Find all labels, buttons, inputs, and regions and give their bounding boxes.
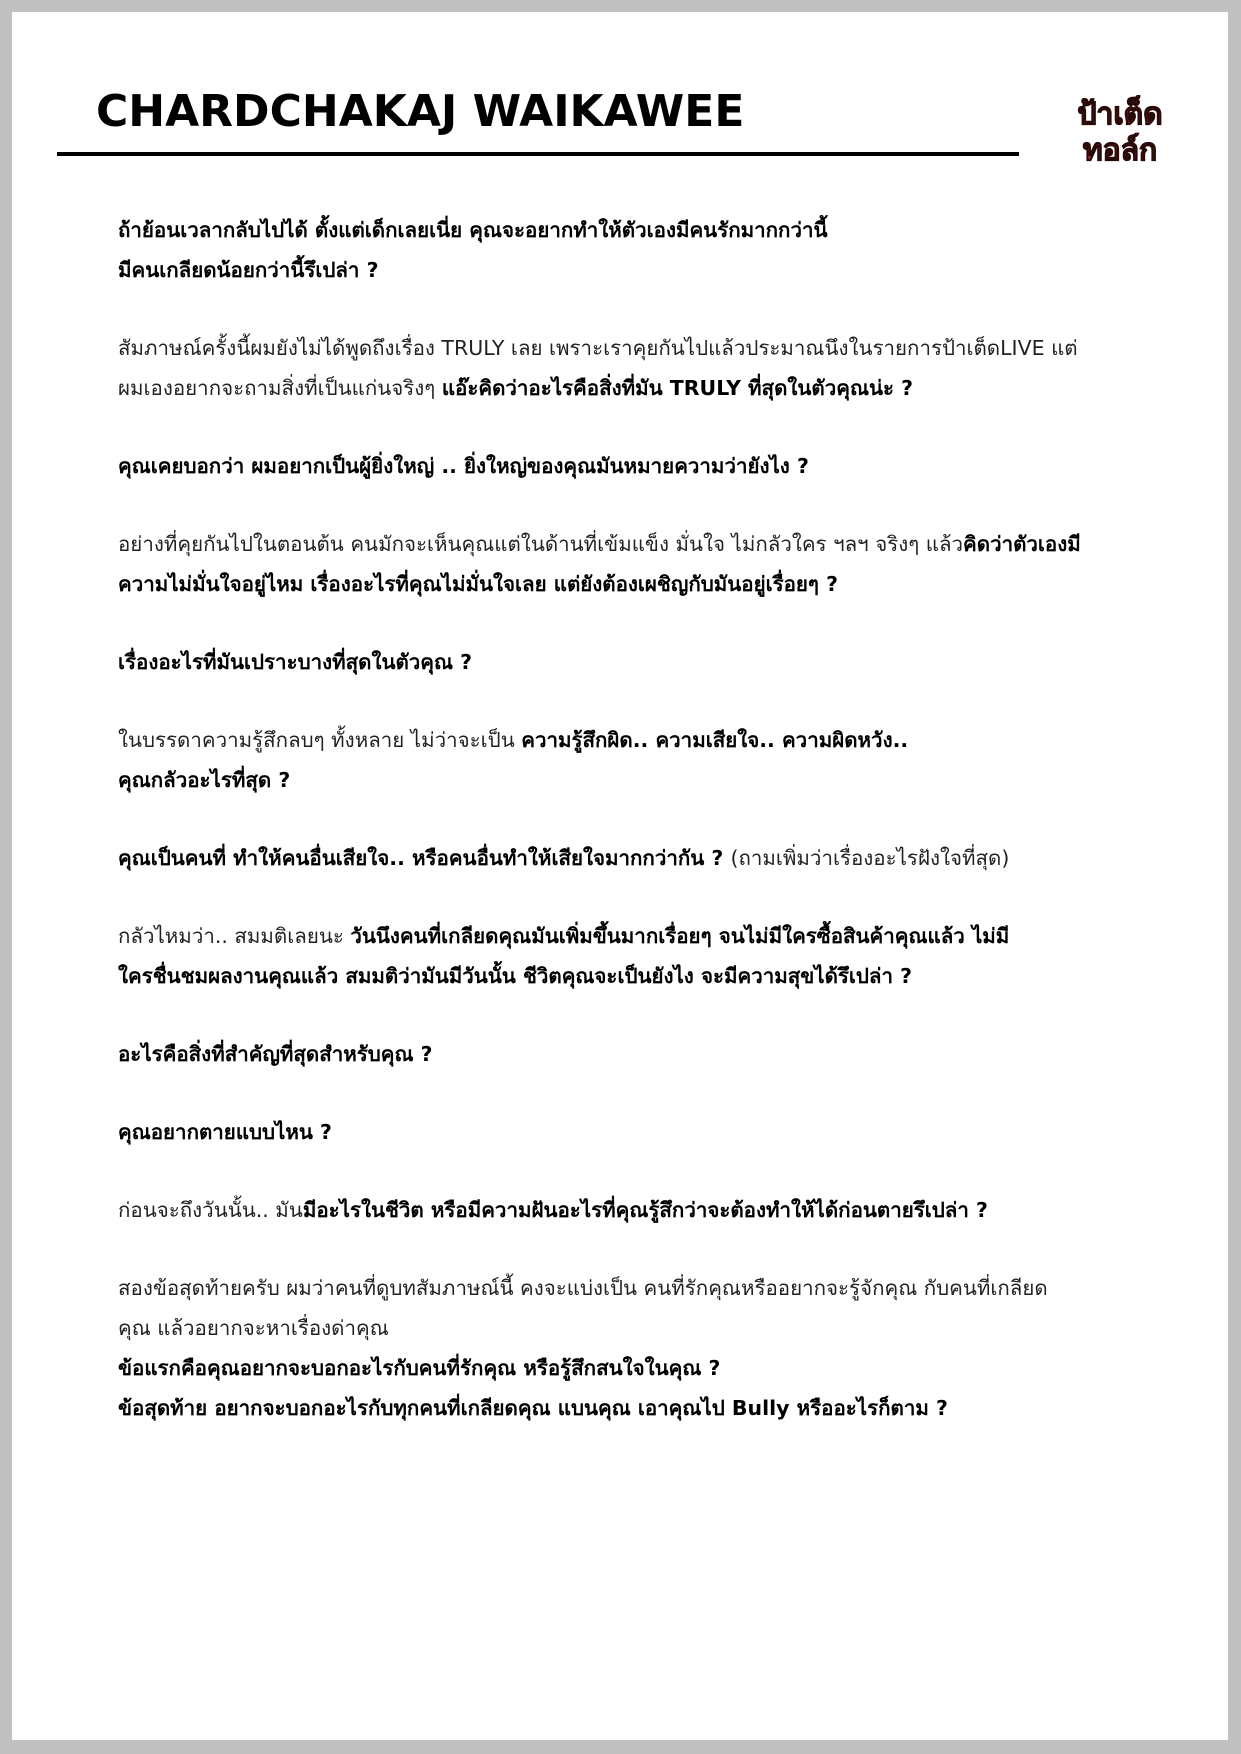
bold-text: คุณเป็นคนที่ ทำให้คนอื่นเสียใจ.. หรือคนอื่นทำให้เสียใจมากกว่ากัน ? <box>118 846 731 870</box>
regular-text: ในบรรดาความรู้สึกลบๆ ทั้งหลาย ไม่ว่าจะเป็น <box>118 728 522 752</box>
question-paragraph <box>118 720 1138 800</box>
page-title: CHARDCHAKAJ WAIKAWEE <box>96 86 745 137</box>
question-paragraph <box>118 1034 1138 1074</box>
text-line <box>118 328 1138 368</box>
text-line <box>118 642 1138 682</box>
bold-text: คุณกลัวอะไรที่สุด ? <box>118 768 291 792</box>
logo-line-1: ป้าเต็ด <box>1077 97 1163 132</box>
title-rule <box>57 152 1019 156</box>
regular-text: อย่างที่คุยกันไปในตอนต้น คนมักจะเห็นคุณแต่ในด้านที่เข้มแข็ง มั่นใจ ไม่กลัวใคร ฯลฯ จริงๆ แล้ว <box>118 532 964 556</box>
text-line <box>118 368 1138 408</box>
question-paragraph <box>118 1190 1138 1230</box>
bold-text: มีคนเกลียดน้อยกว่านี้รึเปล่า ? <box>118 258 379 282</box>
bold-text: มีอะไรในชีวิต หรือมีความฝันอะไรที่คุณรู้สึกว่าจะต้องทำให้ได้ก่อนตายรึเปล่า ? <box>302 1198 988 1222</box>
text-line <box>118 1268 1138 1308</box>
text-line <box>118 446 1138 486</box>
regular-text: ก่อนจะถึงวันนั้น.. มัน <box>118 1198 303 1222</box>
bold-text: วันนึงคนที่เกลียดคุณมันเพิ่มขึ้นมากเรื่อยๆ จนไม่มีใครซื้อสินค้าคุณแล้ว ไม่มี <box>350 924 1010 948</box>
bold-text: ถ้าย้อนเวลากลับไปได้ ตั้งแต่เด็กเลยเนี่ย คุณจะอยากทำให้ตัวเองมีคนรักมากกว่านี้ <box>118 218 828 242</box>
question-paragraph <box>118 210 1138 290</box>
logo-line-2: ทอล์ก <box>1082 133 1158 168</box>
text-line <box>118 564 1138 604</box>
question-paragraph <box>118 524 1138 604</box>
text-line <box>118 838 1138 878</box>
text-line <box>118 1388 1138 1428</box>
text-line <box>118 524 1138 564</box>
bold-text: คิดว่าตัวเองมี <box>963 532 1081 556</box>
question-paragraph <box>118 642 1138 682</box>
regular-text: คุณ แล้วอยากจะหาเรื่องด่าคุณ <box>118 1316 389 1340</box>
bold-text: แอ๊ะคิดว่าอะไรคือสิ่งที่มัน TRULY ที่สุดในตัวคุณน่ะ ? <box>441 376 914 400</box>
regular-text: กลัวไหมว่า.. สมมติเลยนะ <box>118 924 351 948</box>
text-line <box>118 720 1138 760</box>
question-paragraph <box>118 328 1138 408</box>
question-paragraph <box>118 446 1138 486</box>
text-line <box>118 210 1138 250</box>
text-line <box>118 1034 1138 1074</box>
regular-text: (ถามเพิ่มว่าเรื่องอะไรฝังใจที่สุด) <box>730 846 1010 870</box>
document-page <box>12 12 1228 1740</box>
interview-questions <box>118 210 1138 1428</box>
regular-text: สัมภาษณ์ครั้งนี้ผมยังไม่ได้พูดถึงเรื่อง TRULY เลย เพราะเราคุยกันไปแล้วประมาณนึงในรายการป้าเต็ดLIVE แต่ <box>118 336 1078 360</box>
bold-text: ความไม่มั่นใจอยู่ไหม เรื่องอะไรที่คุณไม่มั่นใจเลย แต่ยังต้องเผชิญกับมันอยู่เรื่อยๆ ? <box>118 572 838 596</box>
question-paragraph <box>118 838 1138 878</box>
text-line <box>118 1112 1138 1152</box>
question-paragraph <box>118 1112 1138 1152</box>
bold-text: เรื่องอะไรที่มันเปราะบางที่สุดในตัวคุณ ? <box>118 650 473 674</box>
text-line <box>118 956 1138 996</box>
bold-text: ข้อแรกคือคุณอยากจะบอกอะไรกับคนที่รักคุณ หรือรู้สึกสนใจในคุณ ? <box>118 1356 721 1380</box>
bold-text: คุณเคยบอกว่า ผมอยากเป็นผู้ยิ่งใหญ่ .. ยิ่งใหญ่ของคุณมันหมายความว่ายังไง ? <box>118 454 809 478</box>
text-line <box>118 916 1138 956</box>
text-line <box>118 1348 1138 1388</box>
bold-text: คุณอยากตายแบบไหน ? <box>118 1120 332 1144</box>
bold-text: อะไรคือสิ่งที่สำคัญที่สุดสำหรับคุณ ? <box>118 1042 433 1066</box>
text-line <box>118 1190 1138 1230</box>
regular-text: ผมเองอยากจะถามสิ่งที่เป็นแก่นจริงๆ <box>118 376 442 400</box>
bold-text: ความรู้สึกผิด.. ความเสียใจ.. ความผิดหวัง.. <box>521 728 909 752</box>
text-line <box>118 760 1138 800</box>
bold-text: ข้อสุดท้าย อยากจะบอกอะไรกับทุกคนที่เกลียดคุณ แบนคุณ เอาคุณไป Bully หรืออะไรก็ตาม ? <box>118 1396 948 1420</box>
bold-text: ใครชื่นชมผลงานคุณแล้ว สมมติว่ามันมีวันนั้น ชีวิตคุณจะเป็นยังไง จะมีความสุขได้รึเปล่า ? <box>118 964 913 988</box>
patedtalk-logo <box>1064 88 1176 168</box>
text-line <box>118 250 1138 290</box>
question-paragraph <box>118 916 1138 996</box>
regular-text: สองข้อสุดท้ายครับ ผมว่าคนที่ดูบทสัมภาษณ์นี้ คงจะแบ่งเป็น คนที่รักคุณหรืออยากจะรู้จักคุณ กับคนที่เกลียด <box>118 1276 1048 1300</box>
question-paragraph <box>118 1268 1138 1428</box>
text-line <box>118 1308 1138 1348</box>
